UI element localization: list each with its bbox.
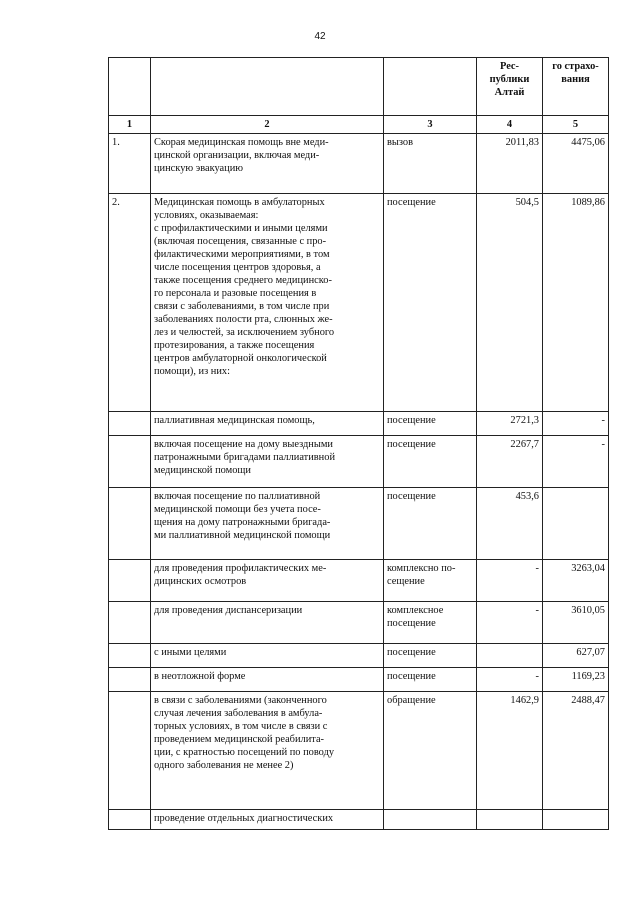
row-number: 2. <box>109 194 151 412</box>
row-unit: посещение <box>384 436 477 488</box>
row-value-col4: - <box>477 668 543 692</box>
row-unit: комплексно по- сещение <box>384 560 477 602</box>
table-row <box>109 436 609 488</box>
row-description: проведение отдельных диагностических <box>151 810 384 830</box>
row-description: для проведения профилактических ме- дицинских осмотров <box>151 560 384 602</box>
row-value-col4 <box>477 644 543 668</box>
row-value-col5 <box>543 810 609 830</box>
row-value-col5 <box>543 488 609 560</box>
row-value-col5: 4475,06 <box>543 134 609 194</box>
row-description: Медицинская помощь в амбулаторных условиях, оказываемая: с профилактическими и иными целями (включая посещения, связанные с про- филактическими мероприятиями, в том числе посещения центров здоровья, а также посещения среднего медицинско- го персонала и разовые посещения в связи с заболеваниями, в том числе при заболеваниях полости рта, слюнных же- лез и челюстей, за исключением зубного протезирования, а также посещения центров амбулаторной онкологической помощи), из них: <box>151 194 384 412</box>
table-row <box>109 692 609 810</box>
header-cell-1 <box>109 58 151 116</box>
row-value-col4: - <box>477 602 543 644</box>
row-value-col4: 453,6 <box>477 488 543 560</box>
header-cell-2 <box>151 58 384 116</box>
row-number: 1. <box>109 134 151 194</box>
row-unit: посещение <box>384 644 477 668</box>
column-number: 4 <box>477 116 543 134</box>
table-row <box>109 194 609 412</box>
row-number <box>109 602 151 644</box>
row-value-col5: 1089,86 <box>543 194 609 412</box>
header-row <box>109 58 609 116</box>
table-row <box>109 488 609 560</box>
table-row <box>109 644 609 668</box>
row-value-col4: 2011,83 <box>477 134 543 194</box>
row-unit: посещение <box>384 412 477 436</box>
row-value-col5: 3263,04 <box>543 560 609 602</box>
column-numbers-row <box>109 116 609 134</box>
row-value-col5: - <box>543 412 609 436</box>
row-description: включая посещение по паллиативной медицинской помощи без учета посе- щения на дому патронажными бригада- ми паллиативной медицинской помощи <box>151 488 384 560</box>
header-col4: Рес- публики Алтай <box>477 58 543 116</box>
row-value-col5: 2488,47 <box>543 692 609 810</box>
table-row <box>109 810 609 830</box>
row-number <box>109 810 151 830</box>
row-unit <box>384 810 477 830</box>
column-number: 1 <box>109 116 151 134</box>
row-description: Скорая медицинская помощь вне меди- цинской организации, включая меди- цинскую эвакуацию <box>151 134 384 194</box>
row-description: в связи с заболеваниями (законченного случая лечения заболевания в амбула- торных условиях, в том числе в связи с проведением медицинской реабилита- ции, с кратностью посещений по поводу одного заболевания не менее 2) <box>151 692 384 810</box>
row-number <box>109 644 151 668</box>
row-unit: посещение <box>384 194 477 412</box>
row-value-col4: 504,5 <box>477 194 543 412</box>
page-number: 42 <box>314 31 326 42</box>
row-value-col5: 3610,05 <box>543 602 609 644</box>
row-value-col4: 2267,7 <box>477 436 543 488</box>
row-value-col5: 627,07 <box>543 644 609 668</box>
row-unit: комплексное посещение <box>384 602 477 644</box>
row-unit: обращение <box>384 692 477 810</box>
row-number <box>109 668 151 692</box>
row-value-col5: - <box>543 436 609 488</box>
row-description: включая посещение на дому выездными патронажными бригадами паллиативной медицинской помощи <box>151 436 384 488</box>
column-number: 3 <box>384 116 477 134</box>
row-unit: посещение <box>384 668 477 692</box>
table-row <box>109 134 609 194</box>
column-number: 2 <box>151 116 384 134</box>
row-description: паллиативная медицинская помощь, <box>151 412 384 436</box>
row-unit: посещение <box>384 488 477 560</box>
row-value-col5: 1169,23 <box>543 668 609 692</box>
table-row <box>109 668 609 692</box>
row-description: с иными целями <box>151 644 384 668</box>
row-value-col4: 2721,3 <box>477 412 543 436</box>
column-number: 5 <box>543 116 609 134</box>
tariff-table <box>108 57 609 830</box>
table-row <box>109 602 609 644</box>
row-value-col4: 1462,9 <box>477 692 543 810</box>
row-number <box>109 692 151 810</box>
row-description: в неотложной форме <box>151 668 384 692</box>
row-value-col4 <box>477 810 543 830</box>
row-value-col4: - <box>477 560 543 602</box>
row-number <box>109 412 151 436</box>
header-cell-3 <box>384 58 477 116</box>
table-row <box>109 560 609 602</box>
row-number <box>109 488 151 560</box>
row-description: для проведения диспансеризации <box>151 602 384 644</box>
header-col5: го страхо- вания <box>543 58 609 116</box>
table-row <box>109 412 609 436</box>
row-number <box>109 436 151 488</box>
row-unit: вызов <box>384 134 477 194</box>
row-number <box>109 560 151 602</box>
